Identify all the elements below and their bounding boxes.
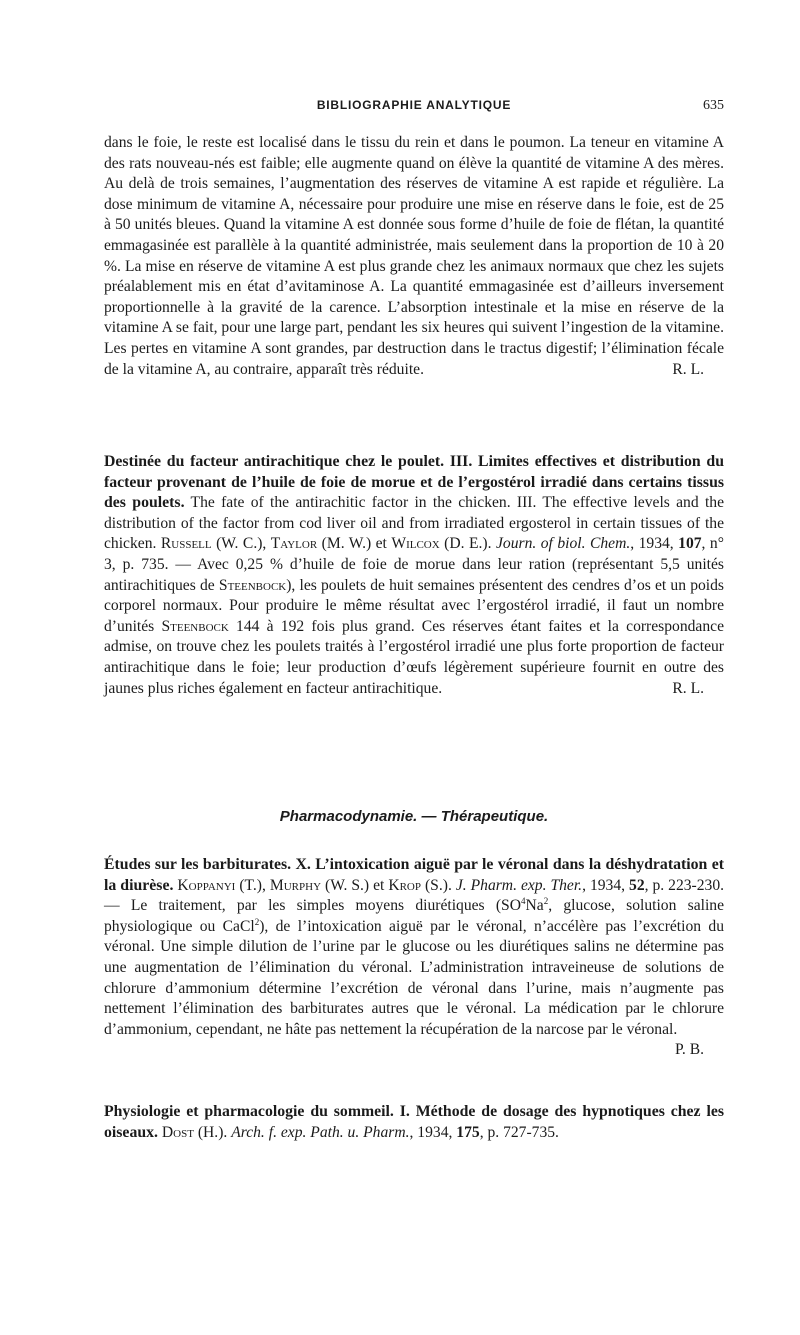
journal-volume: 107 — [678, 535, 702, 553]
author-name: Murphy — [269, 876, 322, 894]
paragraph-text: Na — [525, 897, 544, 915]
paragraph-text: , glucose, solution saline physiologique ou CaCl — [104, 897, 725, 935]
journal-volume: 52 — [629, 876, 645, 894]
abstract-signature: R. L. — [672, 360, 704, 378]
running-header — [104, 98, 724, 118]
journal-name: Arch. f. exp. Path. u. Pharm. — [231, 1123, 410, 1141]
section-heading: Pharmacodynamie. — Thérapeutique. — [279, 808, 549, 825]
journal-year: , 1934, — [582, 876, 626, 894]
running-header-title: BIBLIOGRAPHIE ANALYTIQUE — [316, 98, 512, 112]
journal-volume: 175 — [456, 1123, 480, 1141]
author-initials: (S.). — [424, 876, 452, 894]
article-title: Destinée du facteur antirachitique chez le poulet. III. Limites effectives et distribution du facteur provenant de l’huile de foie de morue et de l’ergostérol irradié dans certains tissus des poulets. — [104, 453, 724, 512]
paragraph-text: ), les poulets de huit semaines présentent des cendres d’os et un poids corporel normaux. Pour produire le même résultat avec l’ergostérol irradié, il faut un nombre d’unités — [104, 576, 724, 635]
author-initials: (W. C.), — [216, 535, 267, 553]
journal-pages: , p. 223-230. — — [104, 876, 725, 915]
paragraph-text: 144 à 192 fois plus grand. Ces réserves étant faites et la correspondance admise, on trouve chez les poulets traités à l’ergostérol irradié une plus forte proportion de facteur antirachitique dans le foie; leur production d’œufs légèrement supérieure fournit en outre des jaunes plus riches également en facteur antirachitique. — [104, 617, 724, 697]
author-initials: (W. S.) et — [325, 876, 385, 894]
journal-pages: , p. 727-735. — [479, 1123, 559, 1141]
author-initials: (T.), — [239, 876, 266, 894]
abstract-signature: R. L. — [672, 679, 704, 697]
author-name: Taylor — [270, 535, 318, 553]
superscript: 4 — [521, 896, 526, 906]
abstract-vitamin-a-continuation — [104, 133, 724, 380]
superscript: 2 — [254, 916, 260, 927]
superscript: 2 — [543, 896, 549, 906]
abstract-antirachitic-factor — [104, 452, 724, 699]
abstract-barbiturates — [104, 855, 724, 1061]
author-name: Krop — [388, 876, 421, 894]
article-title: Physiologie et pharmacologie du sommeil. I. Méthode de dosage des hypnotiques chez les oiseaux. — [104, 1103, 724, 1141]
author-initials: (M. W.) et — [321, 535, 387, 553]
author-name: Dost — [161, 1123, 194, 1141]
english-title: The fate of the antirachitic factor in the chicken. III. The effective levels and the distribution of the factor from cod liver oil and from irradiated ergosterol in certain tissues of the chicken. — [104, 494, 724, 553]
author-name: Koppanyi — [177, 876, 236, 894]
journal-name: J. Pharm. exp. Ther. — [455, 876, 583, 894]
paragraph-text: Avec 0,25 % d’huile de foie de morue dans leur ration (représentant 5,5 unités antirachitiques de — [104, 555, 724, 594]
author-initials: (H.). — [197, 1123, 228, 1141]
author-name: Russell — [160, 535, 212, 553]
author-name: Steenbock — [218, 576, 287, 594]
paragraph-text: dans le foie, le reste est localisé dans le tissu du rein et dans le poumon. La teneur en vitamine A des rats nouveau-nés est faible; elle augmente quand on élève la quantité de vitamine A des mères. Au delà de trois semaines, l’augmentation des réserves de vitamine A est rapide et régulière. La dose minimum de vitamine A, nécessaire pour produire une mise en réserve dans le foie, est de 25 à 50 unités bleues. Quand la vitamine A est donnée sous forme d’huile de foie de flétan, la quantité emmagasinée est parallèle à la quantité administrée, mais seulement dans la proportion de 10 à 20 %. La mise en réserve de vitamine A est plus grande chez les animaux normaux que chez les sujets préalablement mis en état d’avitaminose A. La quantité emmagasinée est d’ailleurs inversement proportionnelle à la gravité de la carence. L’absorption intestinale et la mise en réserve de la vitamine A se fait, pour une large part, pendant les six heures qui suivent l’ingestion de la vitamine. Les pertes en vitamine A sont grandes, par destruction dans le tractus digestif; l’élimination fécale de la vitamine A, au contraire, apparaît très réduite. — [104, 134, 724, 378]
journal-year: , 1934, — [630, 535, 674, 553]
article-title: Études sur les barbiturates. X. L’intoxication aiguë par le véronal dans la déshydratation et la diurèse. — [104, 856, 724, 894]
abstract-sleep-physiology — [104, 1102, 724, 1143]
paragraph-text: Le traitement, par les simples moyens diurétiques (SO — [130, 897, 521, 915]
author-name: Wilcox — [391, 535, 440, 553]
paragraph-text: ), de l’intoxication aiguë par le véronal, n’accélère pas l’excrétion du véronal. Une simple dilution de l’urine par le glucose ou les diurétiques salins ne détermine pas une augmentation de l’élimination du véronal. L’administration intraveineuse de solutions de chlorure d’ammonium détermine l’excrétion de véronal dans l’urine, mais n’augmente pas nettement l’élimination des barbiturates autres que le véronal. La médication par le chlorure d’ammonium, cependant, ne hâte pas nettement la récupération de la narcose par le véronal. — [104, 917, 725, 1038]
abstract-signature: P. B. — [674, 1041, 704, 1059]
author-initials: (D. E.). — [444, 535, 492, 553]
author-name: Steenbock — [161, 617, 229, 635]
page-number: 635 — [703, 98, 724, 113]
journal-year: , 1934, — [409, 1123, 453, 1141]
journal-name: Journ. of biol. Chem. — [495, 535, 631, 553]
journal-pages: , n° 3, p. 735. — — [104, 535, 724, 573]
